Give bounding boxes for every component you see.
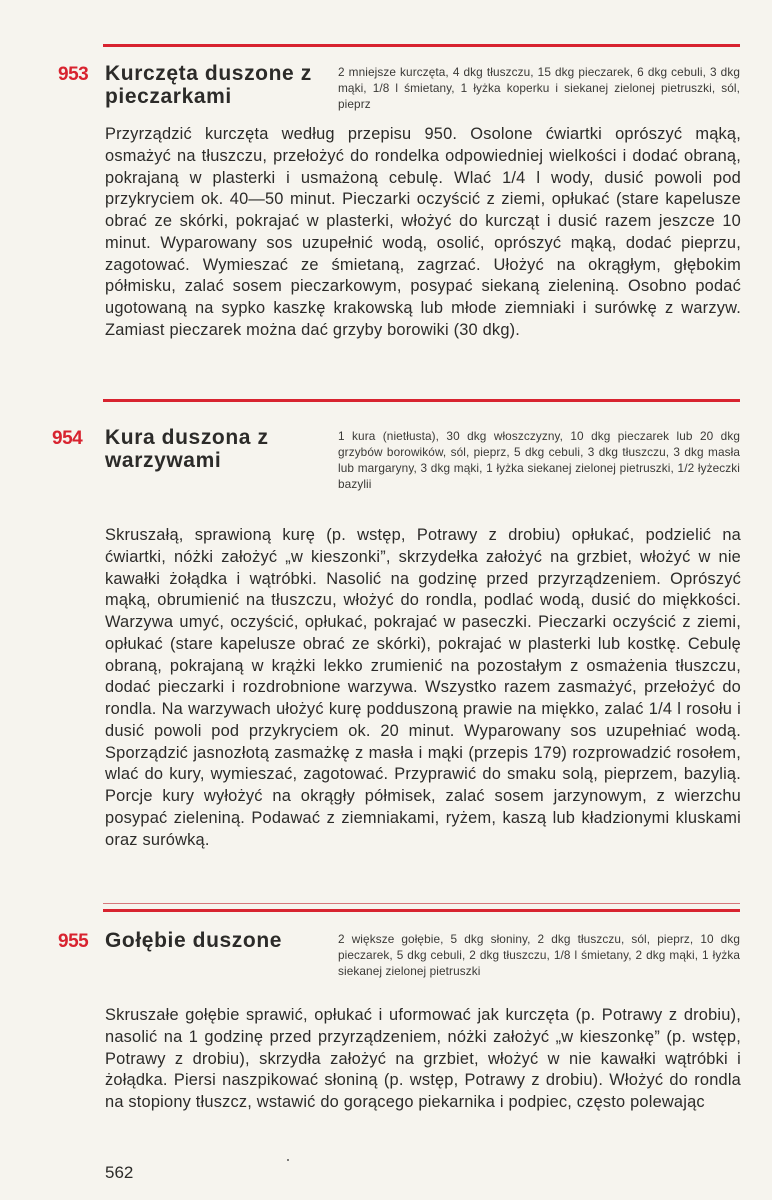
print-speck bbox=[287, 1159, 289, 1161]
recipe-title: Gołębie duszone bbox=[105, 929, 283, 952]
recipe-instructions: Przyrządzić kurczęta według przepisu 950. Osolone ćwiartki oprószyć mąką, osmażyć na tłuszczu, przełożyć do rondelka odpowiedniej wielkości i dodać obraną, pokrajaną w plasterki i usmażoną cebulę. Wlać 1/4 l wody, dusić powoli pod przykryciem ok. 40—50 minut. Pieczarki oczyścić z ziemi, opłukać (stare kapelusze obrać ze skórki, pokrajać w plasterki, włożyć do kurcząt i dusić razem jeszcze 10 minut. Wyparowany sos uzupełnić wodą, osolić, oprószyć mąką, dodać pieprzu, zagotować. Wymieszać ze śmietaną, zagrzać. Ułożyć na okrągłym, głębokim półmisku, zalać sosem pieczarkowym, posypać siekaną zieleniną. Osobno podać ugotowaną na sypko kaszkę krakowską lub młode ziemniaki i surówkę z warzyw. Zamiast pieczarek można dać grzyby borowiki (30 dkg). bbox=[105, 125, 741, 339]
recipe-instructions: Skruszałe gołębie sprawić, opłukać i uformować jak kurczęta (p. Potrawy z drobiu), nasolić na 1 godzinę przed przyrządzeniem, nóżki założyć „w kieszonkę” (p. wstęp, Potrawy z drobiu), skrzydła założyć na grzbiet, włożyć w nie kawałki wątróbki i żołądka. Piersi naszpikować słoniną (p. wstęp, Potrawy z drobiu). Włożyć do rondla na stopiony tłuszcz, wstawić do gorącego piekarnika i podpiec, często polewając bbox=[105, 1006, 741, 1111]
recipe-number: 955 bbox=[58, 931, 89, 952]
recipe-instructions: Skruszałą, sprawioną kurę (p. wstęp, Potrawy z drobiu) opłukać, podzielić na ćwiartki, nóżki założyć „w kieszonki”, skrzydełka założyć na grzbiet, włożyć w nie kawałki żołądka i wątróbki. Nasolić na godzinę przed przyrządzeniem. Oprószyć mąką, obrumienić na tłuszczu, włożyć do rondla, podlać wodą, dusić do miękkości. Warzywa umyć, oczyścić, opłukać, pokrajać w paseczki. Pieczarki oczyścić z ziemi, opłukać (stare kapelusze obrać ze skórki), pokrajać w plasterki lub kostkę. Cebulę obraną, pokrajaną w krążki lekko zrumienić na pozostałym z osmażenia tłuszczu, dodać pieczarki i rozdrobnione warzywa. Wszystko razem zasmażyć, przełożyć do rondla. Na warzywach ułożyć kurę podduszoną prawie na miękko, zalać 1/4 l rosołu i dusić powoli pod przykryciem ok. 20 minut. Wyparowany sos uzupełniać wodą. Sporządzić jasnozłotą zasmażkę z masła i mąki (przepis 179) rozprowadzić rosołem, wlać do kury, wymieszać, zagotować. Przyprawić do smaku solą, pieprzem, bazylią. Porcje kury wyłożyć na okrągły półmisek, zalać sosem jarzynowym, z wierzchu posypać zieleniną. Podawać z ziemniakami, ryżem, kaszą lub kładzionymi kluskami oraz surówką. bbox=[105, 526, 741, 849]
divider-954 bbox=[103, 903, 740, 904]
ingredients-list: 2 mniejsze kurczęta, 4 dkg tłuszczu, 15 dkg pieczarek, 6 dkg cebuli, 3 dkg mąki, 1/8 l śmietany, 1 łyżka koperku i siekanej zielonej pietruszki, sól, pieprz bbox=[338, 65, 740, 111]
ingredients-list: 2 większe gołębie, 5 dkg słoniny, 2 dkg tłuszczu, sól, pieprz, 10 dkg pieczarek, 5 dkg cebuli, 2 dkg tłuszczu, 1/8 l śmietany, 2 dkg mąki, 1 łyżka siekanej zielonej pietruszki bbox=[338, 932, 740, 978]
recipe-title: Kurczęta duszone z pieczarkami bbox=[105, 62, 312, 108]
rule-top-954 bbox=[103, 399, 740, 402]
rule-top-953 bbox=[103, 44, 740, 47]
rule-top-955 bbox=[103, 909, 740, 912]
page-number: 562 bbox=[105, 1163, 134, 1182]
ingredients-list: 1 kura (nietłusta), 30 dkg włoszczyzny, 10 dkg pieczarek lub 20 dkg grzybów borowików, sól, pieprz, 5 dkg cebuli, 3 dkg tłuszczu, 3 dkg masła lub margaryny, 3 dkg mąki, 1 łyżka siekanej zielonej pietruszki, 1/2 łyżeczki bazylii bbox=[338, 429, 740, 491]
recipe-number: 953 bbox=[58, 64, 89, 85]
recipe-number: 954 bbox=[52, 428, 83, 449]
recipe-title: Kura duszona z warzywami bbox=[105, 426, 269, 472]
